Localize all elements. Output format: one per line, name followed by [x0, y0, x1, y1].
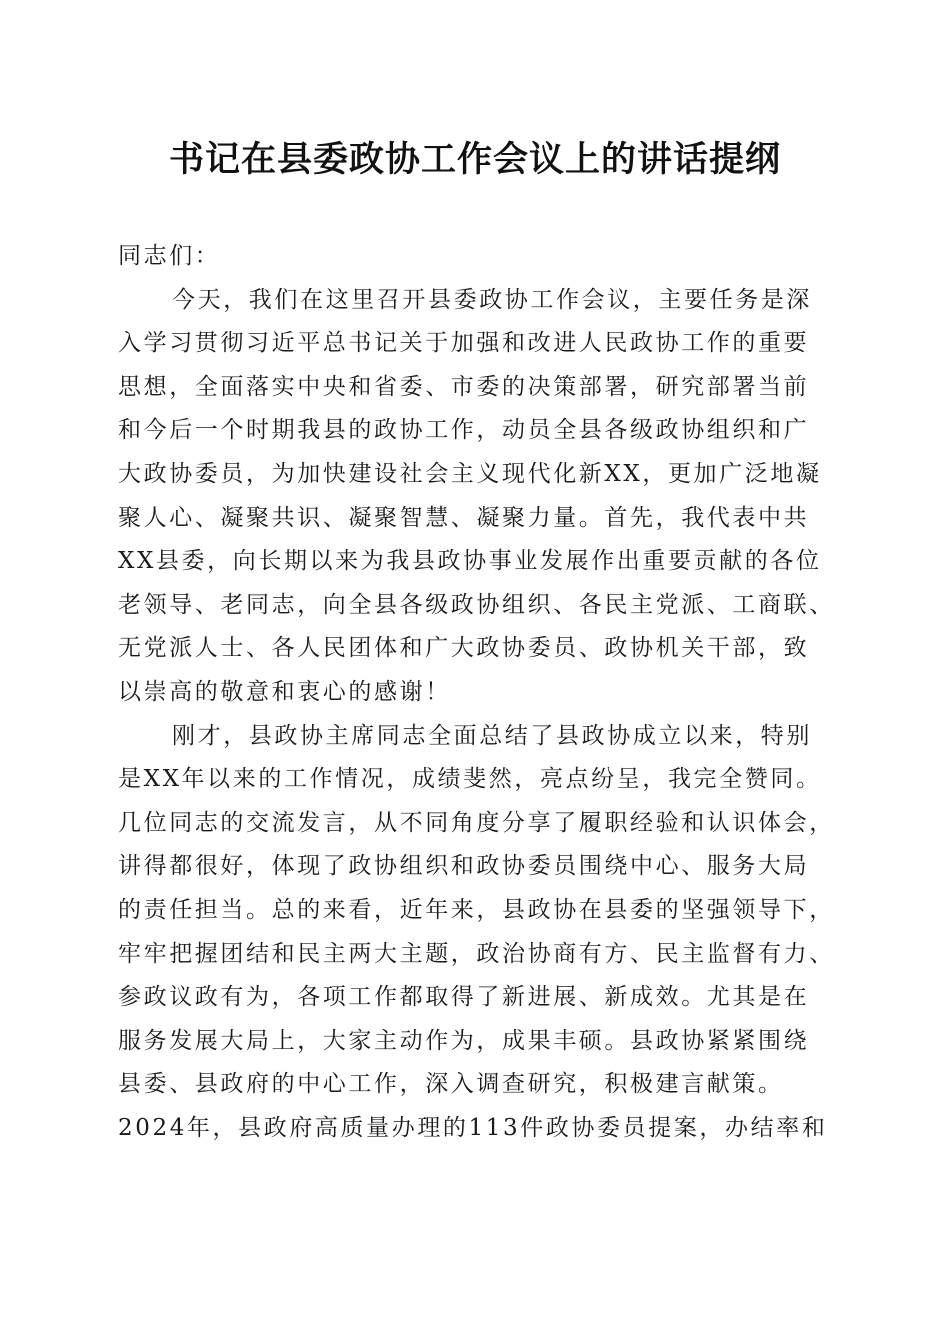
paragraph-line: 以崇高的敬意和衷心的感谢！: [118, 678, 451, 705]
paragraph-line: 是XX年以来的工作情况，成绩斐然，亮点纷呈，我完全赞同。: [118, 766, 822, 793]
salutation: 同志们：: [118, 243, 221, 269]
paragraph-line: 服务发展大局上，大家主动作为，成果丰硕。县政协紧紧围绕: [118, 1027, 810, 1054]
paragraph-line: 入学习贯彻习近平总书记关于加强和改进人民政协工作的重要: [118, 330, 810, 357]
paragraph-line: 讲得都很好，体现了政协组织和政协委员围绕中心、服务大局: [118, 853, 810, 880]
paragraph-line: XX县委，向长期以来为我县政协事业发展作出重要贡献的各位: [118, 548, 822, 575]
paragraph-line: 牢牢把握团结和民主两大主题，政治协商有方、民主监督有力、: [118, 940, 835, 967]
document-title: 书记在县委政协工作会议上的讲话提纲: [168, 139, 781, 180]
paragraph-line: 今天，我们在这里召开县委政协工作会议，主要任务是深: [172, 286, 812, 313]
paragraph-line: 2024年，县政府高质量办理的113件政协委员提案，办结率和: [118, 1114, 828, 1141]
document-body: [118, 235, 835, 1150]
paragraph-line: 刚才，县政协主席同志全面总结了县政协成立以来，特别: [172, 722, 812, 749]
paragraph-line: 和今后一个时期我县的政协工作，动员全县各级政协组织和广: [118, 417, 810, 444]
paragraph-line: 大政协委员，为加快建设社会主义现代化新XX，更加广泛地凝: [118, 460, 822, 487]
paragraph-1: [118, 279, 835, 715]
paragraph-line: 思想，全面落实中央和省委、市委的决策部署，研究部署当前: [118, 373, 810, 400]
paragraph-line: 几位同志的交流发言，从不同角度分享了履职经验和认识体会，: [118, 809, 835, 836]
paragraph-2: [118, 715, 835, 1151]
paragraph-line: 聚人心、凝聚共识、凝聚智慧、凝聚力量。首先，我代表中共: [118, 504, 810, 531]
paragraph-line: 县委、县政府的中心工作，深入调查研究，积极建言献策。: [118, 1071, 784, 1098]
paragraph-line: 老领导、老同志，向全县各级政协组织、各民主党派、工商联、: [118, 591, 835, 618]
paragraph-line: 参政议政有为，各项工作都取得了新进展、新成效。尤其是在: [118, 984, 810, 1011]
paragraph-line: 无党派人士、各人民团体和广大政协委员、政协机关干部，致: [118, 635, 810, 662]
paragraph-line: 的责任担当。总的来看，近年来，县政协在县委的坚强领导下，: [118, 896, 835, 923]
